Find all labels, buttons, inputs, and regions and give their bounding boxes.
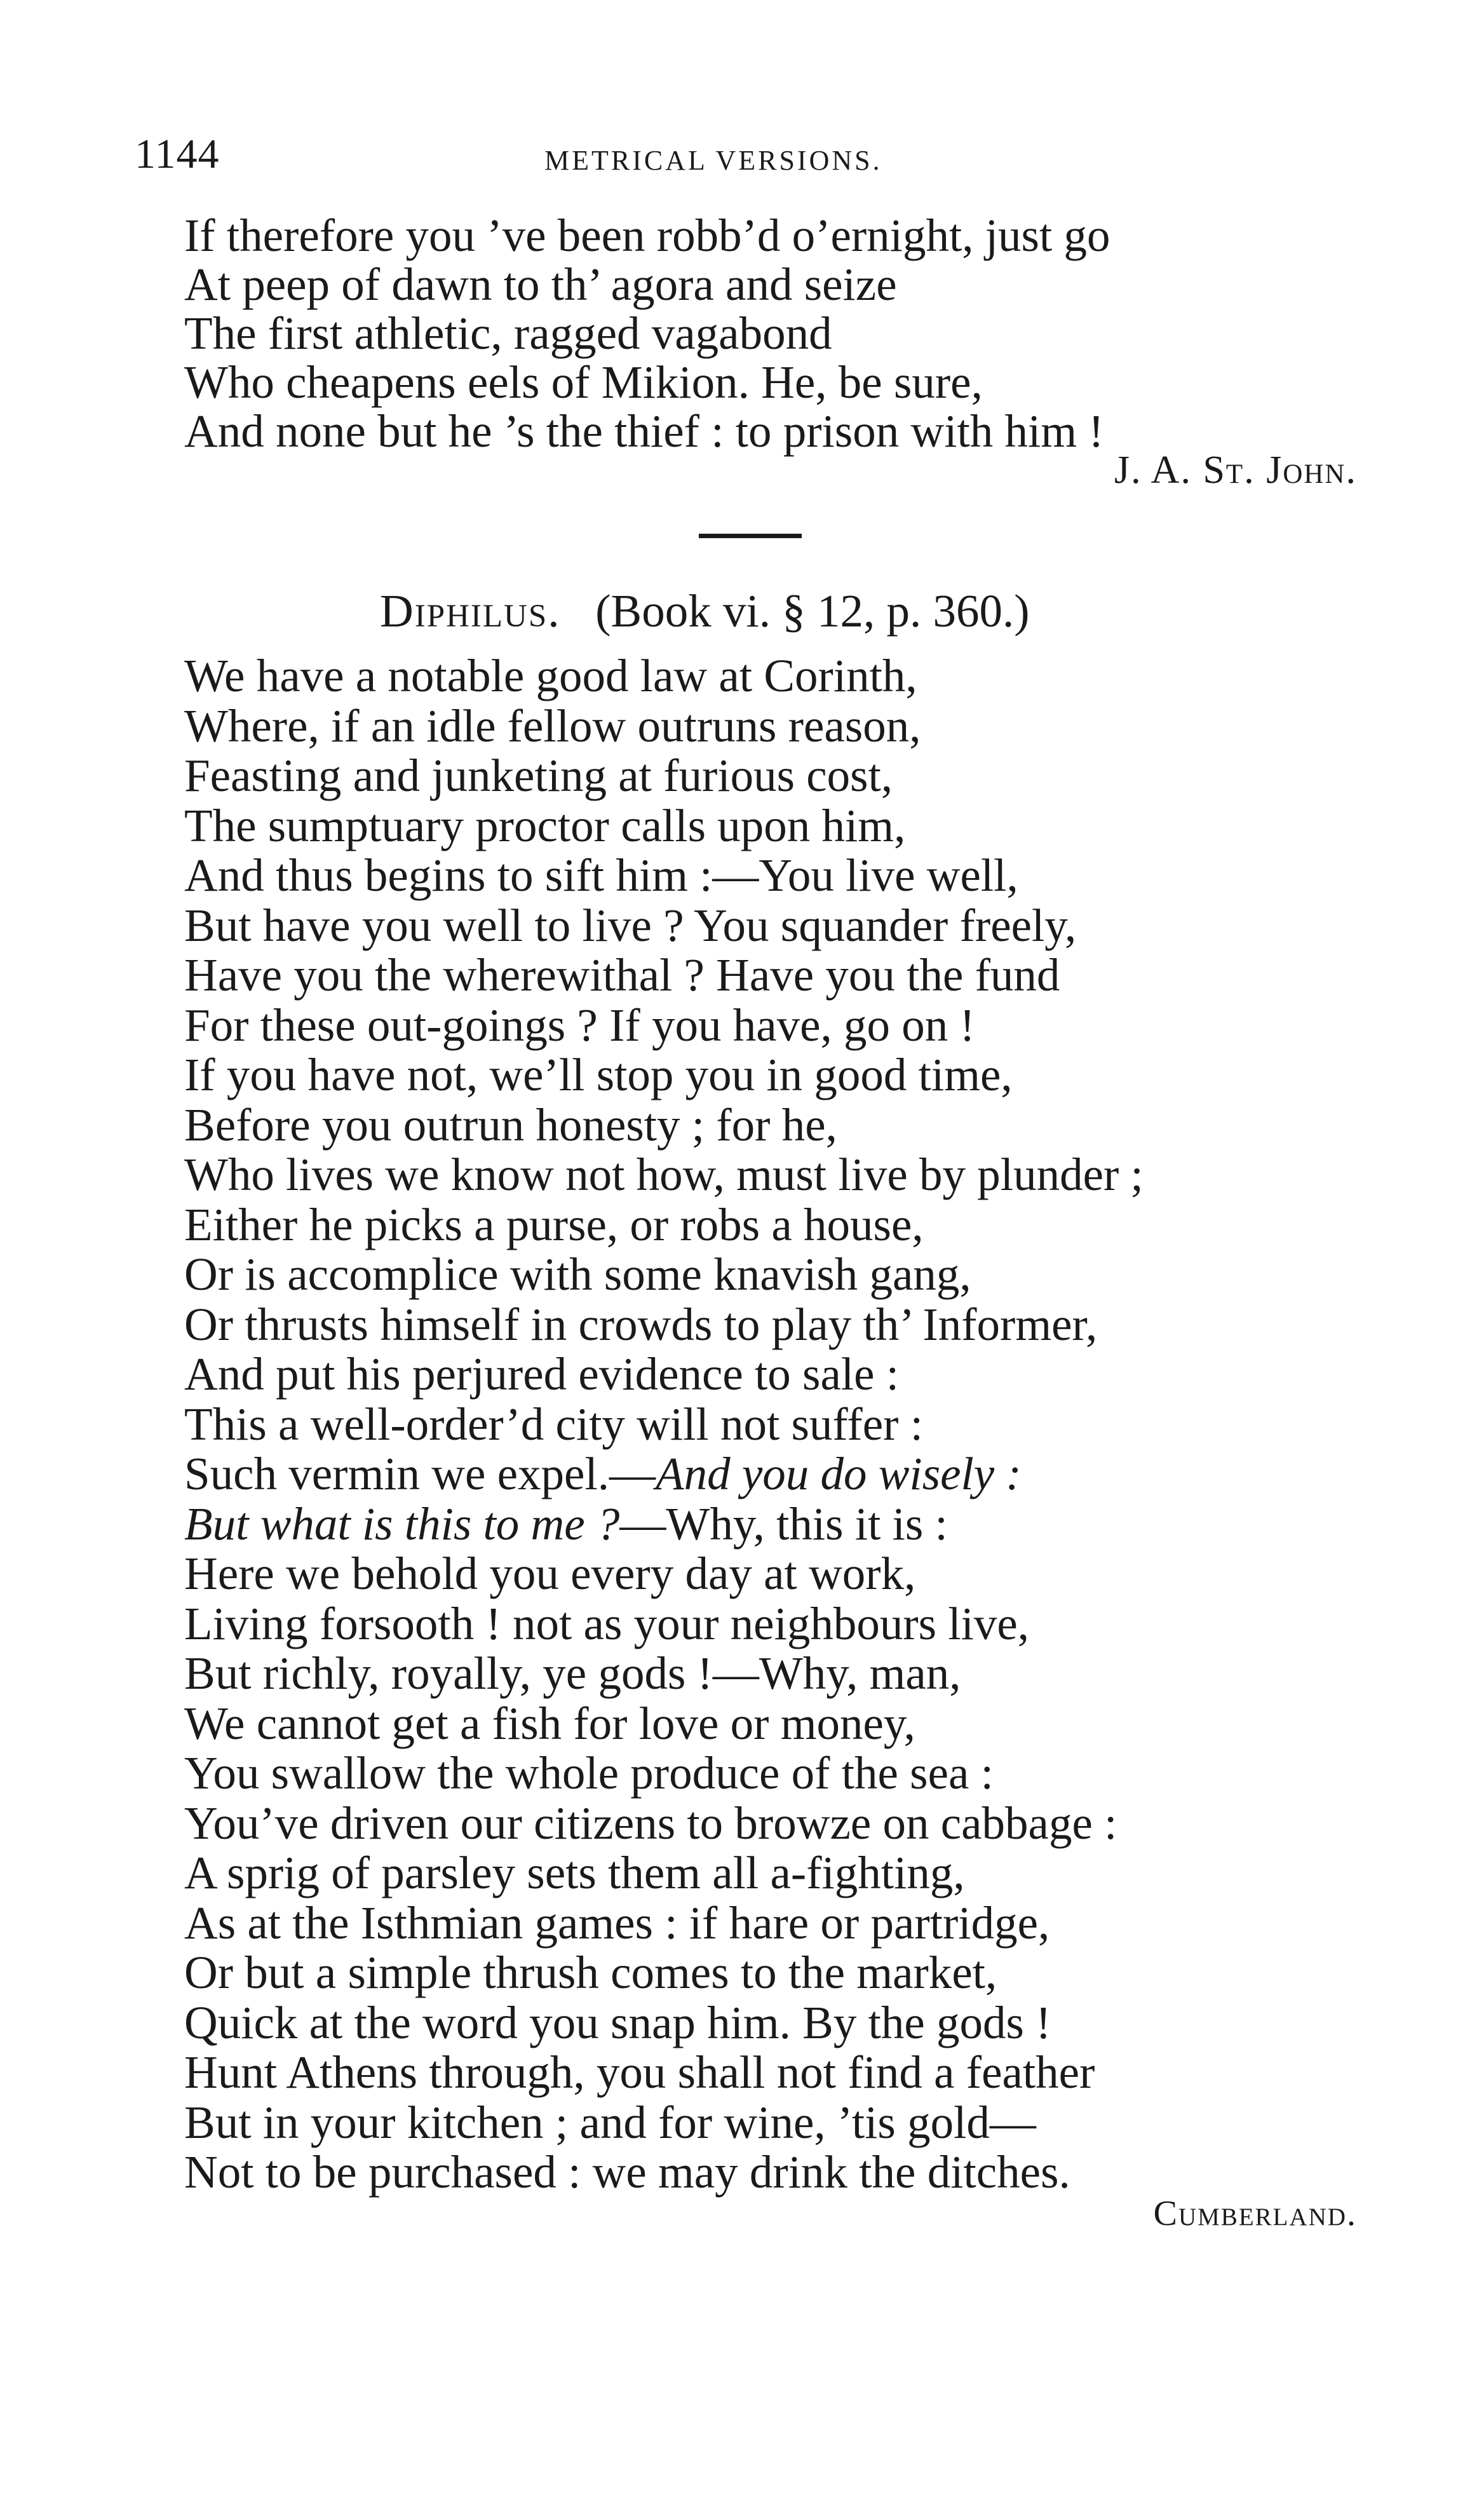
- verse-line: And none but he ’s the thief : to prison with him !: [184, 405, 1104, 457]
- verse-line: But in your kitchen ; and for wine, ’tis gold—: [184, 2096, 1036, 2148]
- verse-line: As at the Isthmian games : if hare or partridge,: [184, 1897, 1050, 1949]
- verse-line: Quick at the word you snap him. By the gods !: [184, 1996, 1051, 2048]
- verse-line: Not to be purchased : we may drink the ditches.: [184, 2146, 1070, 2198]
- verse-line: Living forsooth ! not as your neighbours live,: [184, 1597, 1030, 1649]
- verse-line: Either he picks a purse, or robs a house,: [184, 1198, 924, 1250]
- verse-line: If you have not, we’ll stop you in good time,: [184, 1049, 1013, 1100]
- verse-line: Who cheapens eels of Mikion. He, be sure,: [184, 356, 983, 408]
- verse-line: The sumptuary proctor calls upon him,: [184, 799, 906, 851]
- verse-line: Hunt Athens through, you shall not find a feather: [184, 2046, 1095, 2098]
- page-header: [135, 130, 1354, 181]
- verse-line: Feasting and junketing at furious cost,: [184, 750, 893, 801]
- running-head: METRICAL VERSIONS.: [544, 145, 882, 176]
- verse-line: We cannot get a fish for love or money,: [184, 1697, 915, 1749]
- verse-italic: And you do wisely :: [655, 1448, 1022, 1499]
- verse-line: And put his perjured evidence to sale :: [184, 1348, 900, 1400]
- verse-line: This a well-order’d city will not suffer :: [184, 1398, 923, 1450]
- verse-line: You swallow the whole produce of the sea :: [184, 1747, 994, 1799]
- verse-line: If therefore you ’ve been robb’d o’ernight, just go: [184, 210, 1110, 261]
- verse-line: But have you well to live ? You squander freely,: [184, 899, 1077, 951]
- verse-line: Have you the wherewithal ? Have you the fund: [184, 949, 1060, 1001]
- verse-line: Before you outrun honesty ; for he,: [184, 1099, 837, 1151]
- passage-two: [184, 651, 1143, 2198]
- verse-line: You’ve driven our citizens to browze on cabbage :: [184, 1797, 1117, 1849]
- verse-roman: —Why, this it is :: [619, 1498, 948, 1550]
- page-number: 1144: [135, 131, 220, 177]
- verse-line: Or is accomplice with some knavish gang,: [184, 1248, 971, 1300]
- verse-italic: But what is this to me ?: [184, 1498, 620, 1550]
- verse-line: Or but a simple thrush comes to the market,: [184, 1947, 997, 1998]
- verse-line: For these out-goings ? If you have, go on !: [184, 999, 975, 1051]
- author-name: Diphilus.: [380, 585, 561, 637]
- verse-line-mixed: [184, 1449, 1143, 1499]
- verse-roman: Such vermin we expel.—: [184, 1448, 656, 1499]
- verse-line: Who lives we know not how, must live by plunder ;: [184, 1149, 1143, 1200]
- section-divider: [699, 534, 802, 538]
- attribution-st-john: J. A. St. John.: [1114, 449, 1357, 492]
- attribution-cumberland: Cumberland.: [1153, 2194, 1357, 2233]
- verse-line: A sprig of parsley sets them all a-fighting,: [184, 1847, 965, 1898]
- section-heading: [380, 585, 1030, 638]
- passage-one: [184, 211, 1110, 456]
- verse-line: Where, if an idle fellow outruns reason,: [184, 700, 921, 752]
- verse-line-mixed: [184, 1499, 1143, 1550]
- verse-line: Here we behold you every day at work,: [184, 1548, 916, 1599]
- verse-line: At peep of dawn to th’ agora and seize: [184, 259, 897, 310]
- verse-line: And thus begins to sift him :—You live well,: [184, 849, 1018, 901]
- book-reference: (Book vi. § 12, p. 360.): [595, 585, 1030, 637]
- verse-line: Or thrusts himself in crowds to play th’ Informer,: [184, 1298, 1098, 1350]
- verse-line: The first athletic, ragged vagabond: [184, 308, 832, 359]
- verse-line: We have a notable good law at Corinth,: [184, 650, 917, 701]
- verse-line: But richly, royally, ye gods !—Why, man,: [184, 1647, 961, 1699]
